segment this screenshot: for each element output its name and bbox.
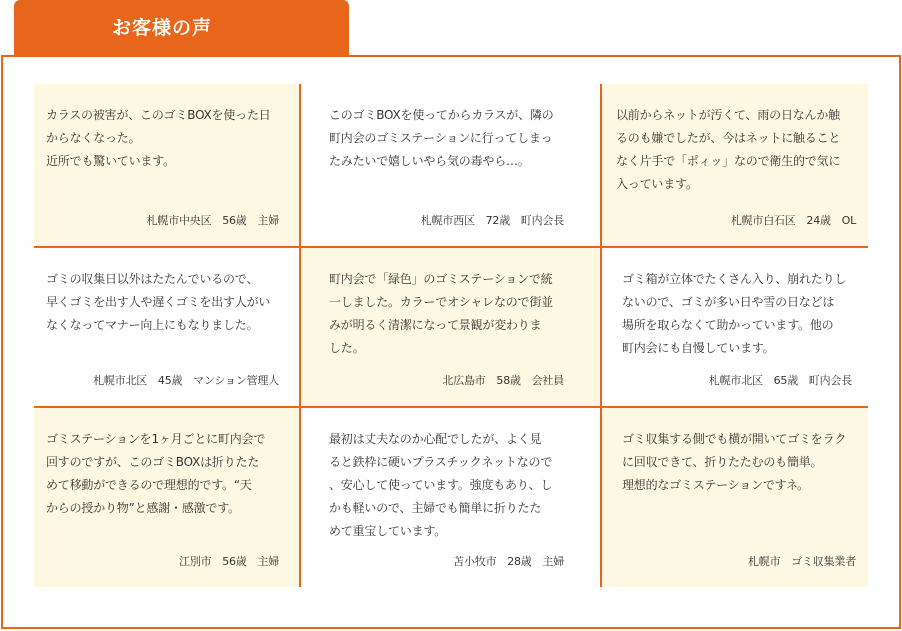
section-title: お客様の声 [112,17,213,39]
testimonial-text: ゴミ収集する側でも横が開いてゴミをラク に回収できて、折りたたむのも簡単。 理想的なゴミステーションですネ。 [622,432,847,492]
testimonial-text: このゴミBOXを使ってからカラスが、隣の 町内会のゴミステーションに行ってしまっ たみたいで嬉しいやら気の毒やら…。 [329,108,554,168]
testimonial-author: 苫小牧市 28歳 主婦 [453,555,564,568]
testimonial-text: ゴミの収集日以外はたたんでいるので、 早くゴミを出す人や遅くゴミを出す人がい なくなってマナー向上にもなりました。 [46,272,271,332]
testimonial-card [301,408,600,587]
testimonial-text: 町内会で「緑色」のゴミステーションで統 一しました。カラーでオシャレなので街並 みが明るく清潔になって景観が変わりま した。 [329,272,553,355]
testimonial-text: ゴミ箱が立体でたくさん入り、崩れたりし ないので、ゴミが多い日や雪の日などは 場所を取らなくて助かっています。他の 町内会にも自慢しています。 [622,272,847,355]
testimonial-author: 北広島市 58歳 会社員 [442,374,564,387]
testimonial-card [602,248,868,406]
testimonials-grid [34,84,868,587]
testimonial-card [34,408,299,587]
testimonial-card [301,84,600,246]
testimonial-text: カラスの被害が、このゴミBOXを使った日 からなくなった。 近所でも驚いています。 [46,108,271,168]
testimonial-text: 最初は丈夫なのか心配でしたが、よく見 ると鉄枠に硬いプラスチックネットなので 、安心して使っています。強度もあり、し かも軽いので、主婦でも簡単に折りたた めて重宝しています。 [329,432,553,538]
testimonial-text: ゴミステーションを1ヶ月ごとに町内会で 回すのですが、このゴミBOXは折りたた めて移動ができるので理想的です。“天 からの授かり物”と感謝・感激です。 [46,432,266,515]
section-tab [14,0,349,56]
grid-divider [34,406,868,408]
testimonial-card [602,408,868,587]
testimonial-card [34,248,299,406]
grid-divider [600,84,602,587]
testimonial-author: 江別市 56歳 主婦 [179,555,279,568]
testimonial-author: 札幌市 ゴミ収集業者 [748,555,856,568]
grid-divider [299,84,301,587]
testimonial-author: 札幌市北区 65歳 町内会長 [708,374,852,387]
testimonial-card [34,84,299,246]
testimonial-author: 札幌市中央区 56歳 主婦 [146,214,279,227]
testimonial-text: 以前からネットが汚くて、雨の日なんか触 るのも嫌でしたが、今はネットに触ること なく片手で「ポィッ」なので衛生的で気に 入っています。 [616,108,841,191]
grid-divider [34,246,868,248]
testimonial-author: 札幌市北区 45歳 マンション管理人 [93,374,279,387]
testimonial-author: 札幌市白石区 24歳 OL [730,214,856,227]
testimonial-card [602,84,868,246]
testimonial-author: 札幌市西区 72歳 町内会長 [420,214,564,227]
testimonial-card [301,248,600,406]
